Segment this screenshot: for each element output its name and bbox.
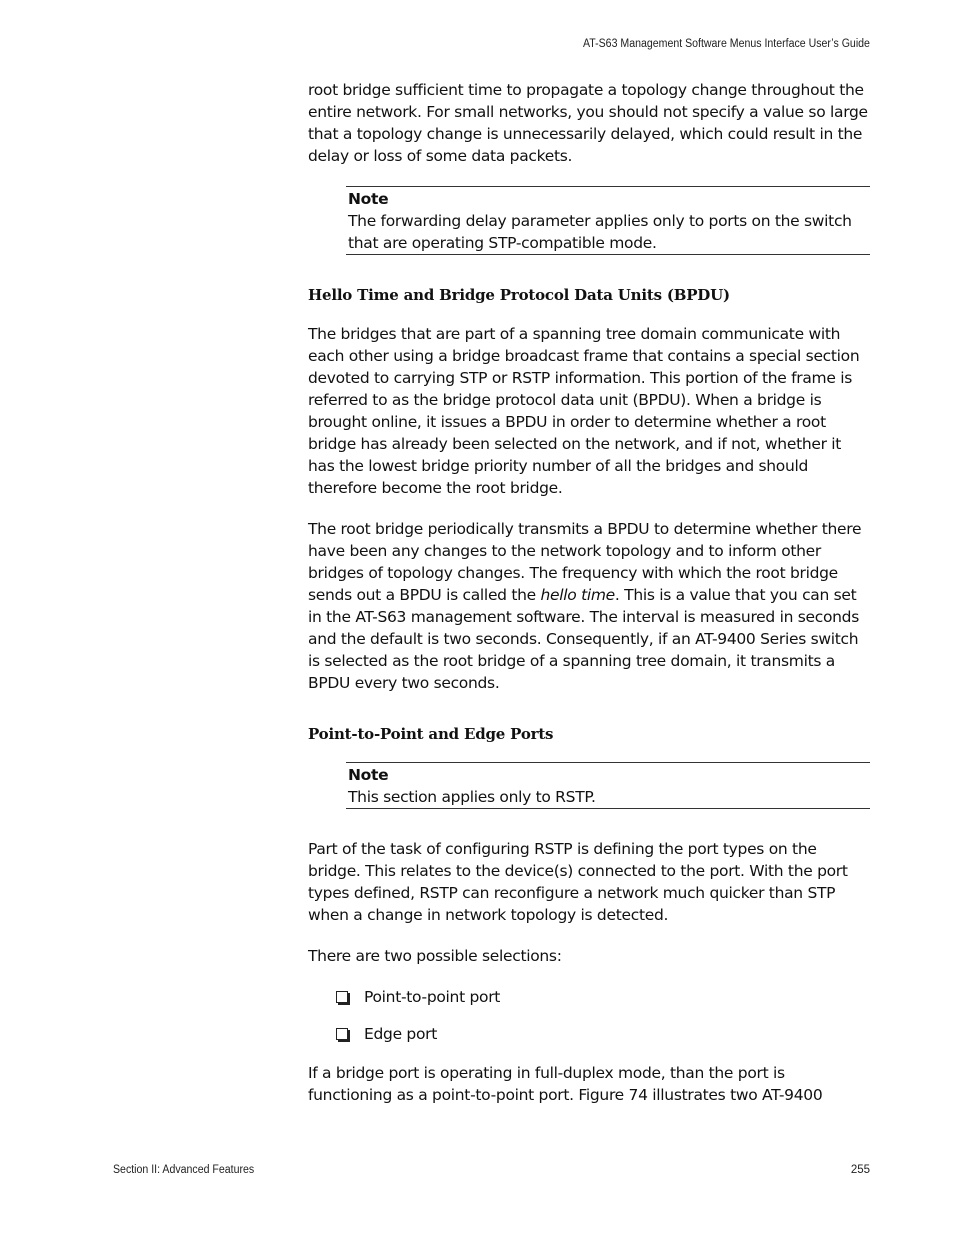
paragraph-full-duplex: If a bridge port is operating in full-duplex mode, than the port is functioning as a point-to-point port. Figure 74 illustrates two AT-9400 (308, 1064, 823, 1104)
checkbox-bullet-icon (336, 1028, 348, 1040)
checkbox-bullet-icon (336, 991, 348, 1003)
page-number: 255 (850, 1164, 870, 1176)
paragraph-hello-time-end: . This is a value that you can set in the AT-S63 management software. The interval is measured in seconds and the default is two seconds. Consequently, if an AT-9400 Series switch is selected as the root bridge of a spanning tree domain, it transmits a BPDU every two seconds. (308, 586, 859, 692)
list-item (336, 1023, 870, 1045)
note-title: Note (348, 766, 389, 784)
selection-list (308, 986, 870, 1045)
note-title: Note (348, 190, 389, 208)
note-box-forwarding-delay (346, 186, 870, 255)
paragraph-hello-time (308, 518, 870, 694)
page-body (308, 79, 870, 1125)
paragraph-hello-time-start: The root bridge periodically transmits a BPDU to determine whether there have been any changes to the network topology and to inform other bridges of topology changes. The frequency with which the root bridge sends out a BPDU is called the (308, 520, 862, 604)
list-item (336, 986, 870, 1008)
paragraph-port-types: Part of the task of configuring RSTP is defining the port types on the bridge. This relates to the device(s) connected to the port. With the port types defined, RSTP can reconfigure a network much quicker than STP when a change in network topology is detected. (308, 840, 848, 924)
paragraph-forwarding-delay: root bridge sufficient time to propagate a topology change throughout the entire network. For small networks, you should not specify a value so large that a topology change is unnecessarily delayed, which could result in the delay or loss of some data packets. (308, 81, 868, 165)
paragraph-bpdu: The bridges that are part of a spanning tree domain communicate with each other using a bridge broadcast frame that contains a special section devoted to carrying STP or RSTP information. This portion of the frame is referred to as the bridge protocol data unit (BPDU). When a bridge is brought online, it issues a BPDU in order to determine whether a root bridge has already been selected on the network, and if not, whether it has the lowest bridge priority number of all the bridges and should therefore become the root bridge. (308, 325, 860, 497)
heading-point-to-point: Point-to-Point and Edge Ports (308, 725, 554, 743)
list-item-label: Point-to-point port (364, 988, 501, 1006)
note-text: The forwarding delay parameter applies only to ports on the switch that are operating STP-compatible mode. (348, 212, 852, 252)
note-box-rstp (346, 762, 870, 809)
list-item-label: Edge port (364, 1025, 438, 1043)
running-header: AT-S63 Management Software Menus Interface User’s Guide (583, 38, 870, 50)
heading-hello-time: Hello Time and Bridge Protocol Data Units (BPDU) (308, 286, 730, 304)
paragraph-selections: There are two possible selections: (308, 947, 562, 965)
term-hello-time: hello time (540, 586, 615, 604)
footer-section: Section II: Advanced Features (113, 1164, 255, 1176)
note-text: This section applies only to RSTP. (348, 788, 596, 806)
